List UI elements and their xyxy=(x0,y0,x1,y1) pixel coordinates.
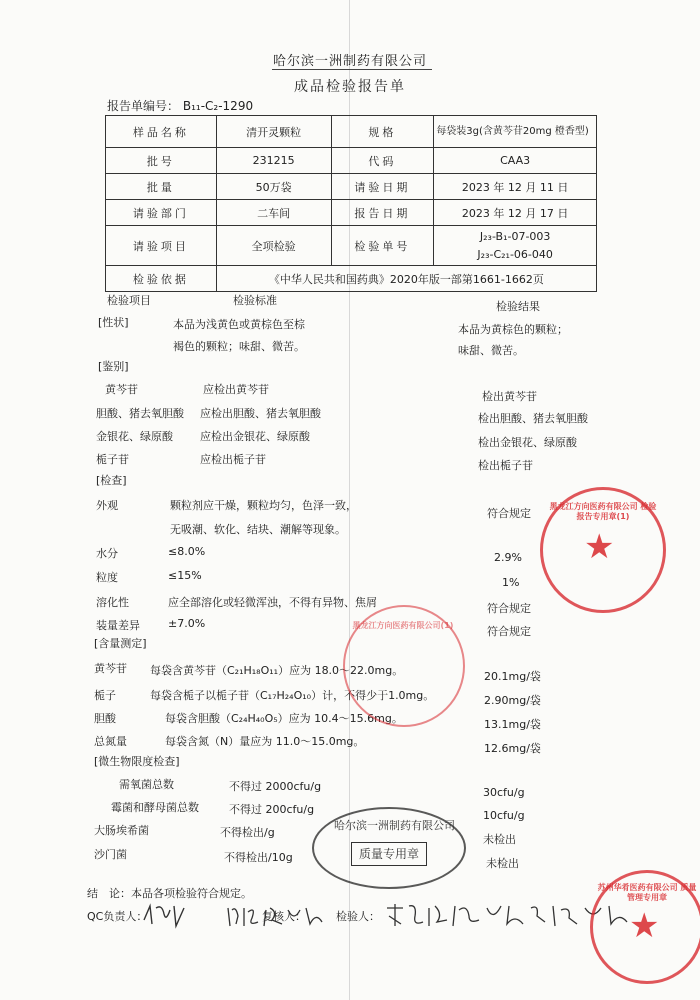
company-underline xyxy=(272,69,432,70)
batch-qty-value: 50万袋 xyxy=(216,174,331,200)
table-row xyxy=(106,174,597,200)
table-row xyxy=(106,226,597,266)
ident-std: 应检出栀子苷 xyxy=(200,453,266,466)
spec-label: 规格 xyxy=(331,116,434,148)
order-no-label: 检验单号 xyxy=(331,226,434,266)
microbe-res: 30cfu/g xyxy=(483,786,525,799)
traits-res-1: 本品为黄棕色的颗粒； xyxy=(458,323,568,336)
header-info-table xyxy=(105,115,597,292)
assay-std: 每袋含黄芩苷（C₂₁H₁₈O₁₁）应为 18.0～22.0mg。 xyxy=(150,664,404,677)
report-date-label: 报告日期 xyxy=(331,200,434,226)
assay-section: [含量测定] xyxy=(94,637,147,650)
microbe-item: 霉菌和酵母菌总数 xyxy=(111,801,199,814)
request-dept-label: 请验部门 xyxy=(106,200,217,226)
seal-star-icon: ★ xyxy=(629,906,660,946)
basis-value: 《中华人民共和国药典》2020年版一部第1661-1662页 xyxy=(216,266,596,292)
microbe-std: 不得检出/10g xyxy=(224,851,293,864)
size-std: ≤15% xyxy=(168,569,202,582)
moisture-item: 水分 xyxy=(96,547,118,560)
solubility-item: 溶化性 xyxy=(96,596,129,609)
microbe-item: 大肠埃希菌 xyxy=(94,824,149,837)
ident-item: 黄芩苷 xyxy=(105,383,138,396)
assay-item: 总氮量 xyxy=(94,735,127,748)
size-res: 1% xyxy=(502,576,520,589)
order-no-value xyxy=(434,226,597,266)
ident-std: 应检出胆酸、猪去氧胆酸 xyxy=(200,407,321,420)
report-date-value: 2023 年 12 月 17 日 xyxy=(434,200,597,226)
traits-res-2: 味甜、微苦。 xyxy=(458,344,524,357)
code-value: CAA3 xyxy=(434,148,597,174)
request-date-label: 请验日期 xyxy=(331,174,434,200)
traits-std-2: 褐色的颗粒；味甜、微苦。 xyxy=(173,340,305,353)
conclusion: 结 论：本品各项检验符合规定。 xyxy=(87,887,252,900)
ident-res: 检出胆酸、猪去氧胆酸 xyxy=(478,412,588,425)
assay-std: 每袋含氮（N）量应为 11.0～15.0mg。 xyxy=(165,735,365,748)
table-row xyxy=(106,116,597,148)
ident-res: 检出黄芩苷 xyxy=(482,390,537,403)
ident-res: 检出金银花、绿原酸 xyxy=(478,436,577,449)
table-row xyxy=(106,200,597,226)
basis-label: 检验依据 xyxy=(106,266,217,292)
batch-no-value: 231215 xyxy=(216,148,331,174)
sample-name-value: 清开灵颗粒 xyxy=(216,116,331,148)
quality-seal-label: 质量专用章 xyxy=(351,842,427,866)
seal-text: 苏州华肴医药有限公司 质量管理专用章 xyxy=(597,883,697,902)
microbe-res: 10cfu/g xyxy=(483,809,525,822)
reviewer-label: 复核人： xyxy=(262,910,306,923)
overlap-seal xyxy=(343,605,465,727)
assay-res: 13.1mg/袋 xyxy=(484,718,541,731)
spec-value: 每袋装3g(含黄芩苷20mg 橙香型) xyxy=(434,116,597,148)
code-label: 代码 xyxy=(331,148,434,174)
table-row xyxy=(106,266,597,292)
request-date-value: 2023 年 12 月 11 日 xyxy=(434,174,597,200)
ident-std: 应检出黄芩苷 xyxy=(203,383,269,396)
assay-res: 2.90mg/袋 xyxy=(484,694,541,707)
microbe-std: 不得过 2000cfu/g xyxy=(229,780,322,793)
ident-item: 胆酸、猪去氧胆酸 xyxy=(96,407,184,420)
assay-item: 黄芩苷 xyxy=(94,662,127,675)
company-name: 哈尔滨一洲制药有限公司 xyxy=(272,54,427,69)
table-row xyxy=(106,148,597,174)
identification-section: [鉴别] xyxy=(98,360,129,373)
quality-management-seal xyxy=(590,870,700,984)
microbe-res: 未检出 xyxy=(483,833,516,846)
assay-item: 胆酸 xyxy=(94,712,116,725)
batch-no-label: 批号 xyxy=(106,148,217,174)
moisture-res: 2.9% xyxy=(494,551,522,564)
order-no-2: J₂₃-C₂₁-06-040 xyxy=(477,247,553,261)
ident-item: 金银花、绿原酸 xyxy=(96,430,173,443)
request-item-label: 请验项目 xyxy=(106,226,217,266)
report-number xyxy=(107,97,253,114)
microbe-item: 需氧菌总数 xyxy=(119,778,174,791)
inspection-report-seal xyxy=(540,487,666,613)
seal-star-icon: ★ xyxy=(584,527,615,567)
ident-item: 栀子苷 xyxy=(96,453,129,466)
qc-signature xyxy=(140,900,190,930)
order-no-1: J₂₃-B₁-07-003 xyxy=(479,229,551,243)
moisture-std: ≤8.0% xyxy=(168,545,206,558)
checks-section: [检查] xyxy=(96,474,127,487)
microbe-std: 不得过 200cfu/g xyxy=(229,803,315,816)
assay-std: 每袋含栀子以栀子苷（C₁₇H₂₄O₁₀）计，不得少于1.0mg。 xyxy=(150,689,435,702)
col-item-header: 检验项目 xyxy=(107,294,151,307)
report-number-value: B₁₁-C₂-1290 xyxy=(182,99,254,113)
quality-seal xyxy=(312,807,466,889)
microbe-std: 不得检出/g xyxy=(220,826,275,839)
quality-seal-company: 哈尔滨一洲制药有限公司 xyxy=(334,819,455,832)
reviewer-signature xyxy=(222,902,332,930)
seal-text: 黑龙江方向医药有限公司(1) xyxy=(352,621,454,630)
size-item: 粒度 xyxy=(96,571,118,584)
microbe-section: [微生物限度检查] xyxy=(94,755,180,768)
seal-text: 黑龙江方向医药有限公司 检验报告专用章(1) xyxy=(549,502,657,521)
report-title: 成品检验报告单 xyxy=(294,79,406,95)
weight-item: 装量差异 xyxy=(96,619,140,632)
assay-res: 20.1mg/袋 xyxy=(484,670,541,683)
weight-res: 符合规定 xyxy=(487,625,531,638)
batch-qty-label: 批量 xyxy=(106,174,217,200)
qc-label: QC负责人： xyxy=(87,910,148,923)
inspector-label: 检验人： xyxy=(336,910,380,923)
solubility-res: 符合规定 xyxy=(487,602,531,615)
traits-std-1: 本品为浅黄色或黄棕色至棕 xyxy=(173,318,305,331)
sample-name-label: 样品名称 xyxy=(106,116,217,148)
microbe-item: 沙门菌 xyxy=(94,848,127,861)
traits-section: [性状] xyxy=(98,316,129,329)
assay-item: 栀子 xyxy=(94,689,116,702)
solubility-std: 应全部溶化或轻微浑浊，不得有异物、焦屑 xyxy=(168,596,377,609)
ident-std: 应检出金银花、绿原酸 xyxy=(200,430,310,443)
appearance-item: 外观 xyxy=(96,499,118,512)
appearance-std-1: 颗粒剂应干燥，颗粒均匀，色泽一致， xyxy=(170,499,357,512)
ident-res: 检出栀子苷 xyxy=(478,459,533,472)
assay-std: 每袋含胆酸（C₂₄H₄₀O₅）应为 10.4～15.6mg。 xyxy=(165,712,403,725)
microbe-res: 未检出 xyxy=(486,857,519,870)
request-item-value: 全项检验 xyxy=(216,226,331,266)
report-number-label: 报告单编号： xyxy=(107,99,180,113)
assay-res: 12.6mg/袋 xyxy=(484,742,541,755)
col-standard-header: 检验标准 xyxy=(233,294,277,307)
weight-std: ±7.0% xyxy=(168,617,206,630)
request-dept-value: 二车间 xyxy=(216,200,331,226)
appearance-std-2: 无吸潮、软化、结块、潮解等现象。 xyxy=(170,523,346,536)
col-result-header: 检验结果 xyxy=(496,300,540,313)
appearance-res: 符合规定 xyxy=(487,507,531,520)
